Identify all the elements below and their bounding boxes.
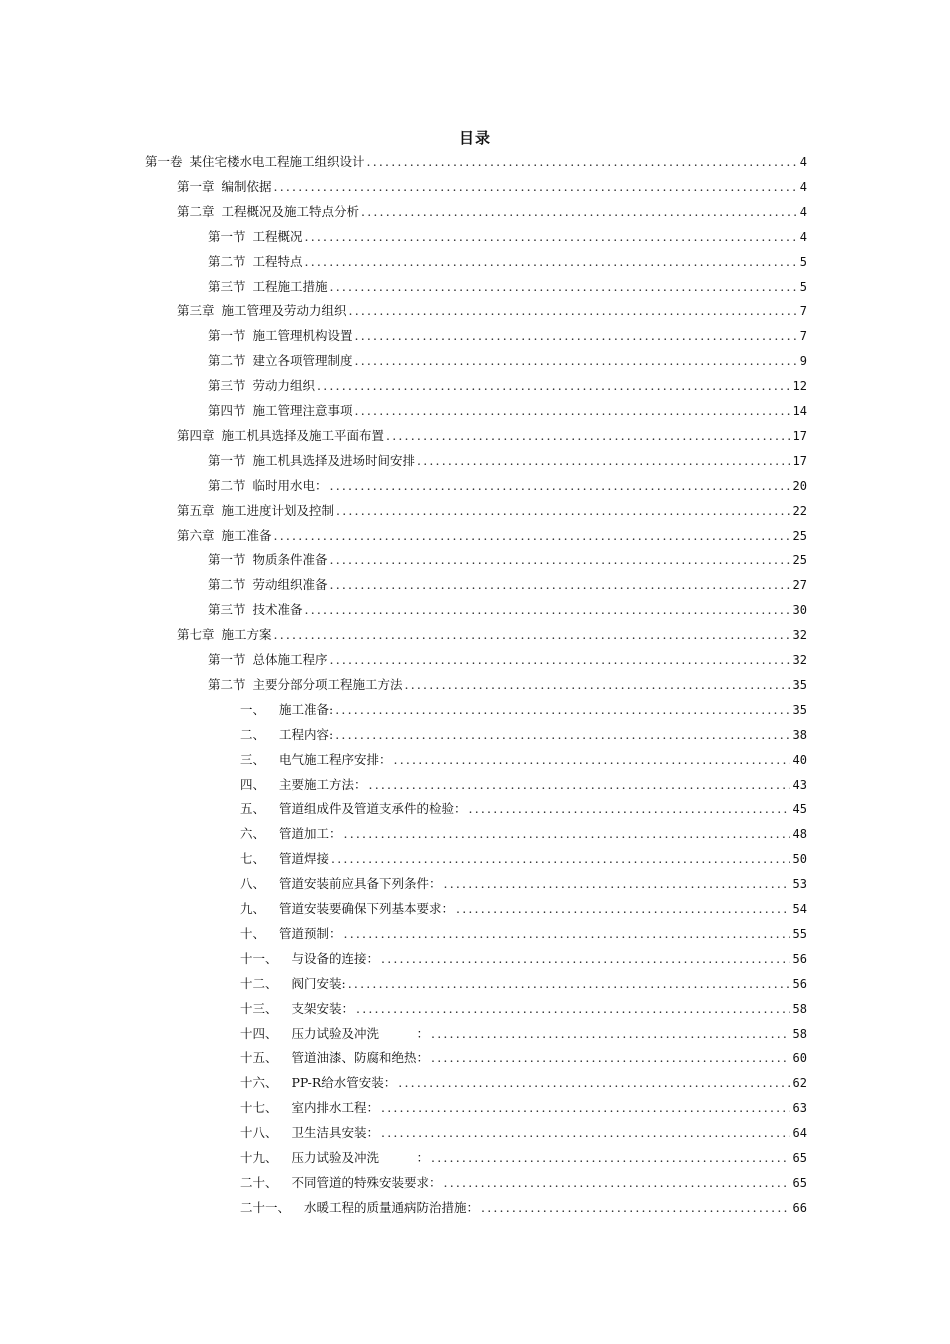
toc-entry[interactable] (240, 1197, 807, 1219)
toc-entry-number: 第一节 (208, 452, 246, 468)
toc-entry[interactable] (208, 450, 807, 472)
toc-dot-leader (398, 1072, 789, 1094)
toc-entry-title: 施工进度计划及控制 (221, 502, 335, 518)
toc-entry-number: 十三、 (240, 1000, 278, 1016)
toc-page-number: 32 (792, 628, 807, 643)
toc-entry-number: 九、 (240, 901, 266, 916)
toc-page-number: 35 (792, 677, 807, 692)
toc-entry-number: 十七、 (240, 1100, 278, 1116)
toc-entry-number: 七、 (240, 851, 266, 867)
toc-dot-leader (274, 525, 790, 547)
toc-page-number: 45 (792, 802, 807, 817)
toc-page-number: 14 (792, 404, 807, 418)
toc-entry-number: 十五、 (240, 1050, 278, 1066)
toc-dot-leader (349, 300, 797, 322)
toc-dot-leader (305, 599, 790, 621)
toc-entry-title: 施工管理及劳动力组织 (221, 303, 347, 319)
toc-entry-title: 压力试验及冲洗 ： (291, 1025, 430, 1041)
toc-entry[interactable] (208, 674, 807, 696)
toc-entry[interactable] (240, 873, 807, 895)
toc-page-number: 5 (799, 254, 807, 269)
toc-dot-leader (335, 724, 789, 746)
toc-entry-title: PP-R给水管安装： (291, 1075, 397, 1091)
toc-dot-leader (431, 1147, 790, 1169)
toc-page-number: 55 (792, 926, 807, 941)
toc-title: 目录 (458, 129, 491, 147)
toc-entry-title: 某住宅楼水电工程施工组织设计 (189, 154, 365, 169)
toc-entry-title: 施工管理注意事项 (252, 403, 353, 418)
toc-entry-number: 第二节 (208, 253, 246, 269)
toc-dot-leader (274, 176, 797, 198)
toc-dot-leader (469, 798, 790, 820)
toc-entry-number: 三、 (240, 751, 266, 767)
toc-entry-title: 临时用水电： (252, 477, 328, 493)
toc-entry-number: 二、 (240, 726, 266, 742)
toc-page-number: 60 (792, 1051, 807, 1066)
toc-entry-number: 第二节 (208, 353, 246, 369)
toc-entry-number: 十四、 (240, 1025, 278, 1041)
toc-entry-number: 五、 (240, 801, 266, 817)
toc-entry[interactable] (240, 1147, 807, 1169)
toc-entry-title: 工程概况及施工特点分析 (221, 203, 360, 219)
toc-entry[interactable] (240, 1047, 807, 1069)
toc-entry-title: 管道预制： (279, 925, 342, 941)
toc-dot-leader (355, 325, 797, 347)
toc-dot-leader (330, 574, 790, 596)
toc-entry[interactable] (208, 574, 807, 596)
toc-entry-number: 第四章 (177, 427, 215, 443)
toc-entry-title: 卫生洁具安装： (291, 1125, 380, 1141)
toc-dot-leader (361, 201, 797, 223)
toc-dot-leader (381, 1097, 790, 1119)
toc-entry-number: 第一卷 (145, 154, 183, 169)
toc-dot-leader (330, 475, 790, 497)
toc-entry[interactable] (240, 798, 807, 820)
toc-entry-title: 施工管理机构设置 (252, 328, 353, 344)
toc-entry-number: 第二章 (177, 203, 215, 219)
toc-page-number: 58 (792, 1001, 807, 1016)
toc-page-number: 4 (799, 179, 807, 194)
toc-dot-leader (381, 1122, 790, 1144)
toc-entry-number: 第一章 (177, 178, 215, 194)
toc-dot-leader (330, 649, 790, 671)
toc-entry[interactable] (240, 848, 807, 870)
toc-dot-leader (331, 848, 790, 870)
toc-page-number: 5 (799, 279, 807, 294)
toc-page-number: 58 (792, 1026, 807, 1041)
toc-dot-leader (344, 923, 790, 945)
toc-entry-title: 不同管道的特殊安装要求： (291, 1174, 442, 1190)
toc-entry[interactable] (208, 599, 807, 621)
toc-dot-leader (444, 873, 790, 895)
toc-entry[interactable] (240, 1097, 807, 1119)
toc-entry[interactable] (177, 176, 807, 198)
toc-entry-number: 十、 (240, 925, 266, 941)
toc-entry-title: 劳动组织准备 (252, 577, 328, 593)
toc-page-number: 65 (792, 1151, 807, 1165)
toc-entry-number: 八、 (240, 876, 266, 892)
toc-entry-title: 压力试验及冲洗 ： (291, 1150, 430, 1165)
toc-entry-number: 十六、 (240, 1075, 278, 1091)
toc-page-number: 4 (799, 229, 807, 244)
toc-entry-title: 电气施工程序安排： (279, 751, 392, 767)
toc-page-number: 40 (792, 752, 807, 767)
toc-dot-leader (369, 774, 790, 796)
toc-dot-leader (431, 1047, 790, 1069)
toc-entry[interactable] (177, 525, 807, 547)
toc-entry-title: 施工准备: (279, 701, 334, 717)
toc-entry-title: 工程内容: (279, 726, 334, 742)
toc-entry-title: 主要施工方法： (279, 776, 367, 792)
toc-entry-number: 第一节 (208, 328, 246, 344)
toc-entry[interactable] (240, 699, 807, 721)
toc-page-number: 48 (792, 827, 807, 842)
toc-entry-number: 第一节 (208, 552, 246, 568)
toc-entry-number: 第三章 (177, 303, 215, 319)
toc-entry-number: 第三节 (208, 602, 246, 618)
toc-dot-leader (456, 898, 790, 920)
toc-entry[interactable] (240, 948, 807, 970)
toc-dot-leader (405, 674, 790, 696)
toc-entry[interactable] (240, 1072, 807, 1094)
toc-entry-number: 十八、 (240, 1125, 278, 1141)
toc-entry[interactable] (145, 151, 807, 173)
toc-page-number: 64 (792, 1126, 807, 1141)
toc-page-number: 20 (792, 478, 807, 493)
toc-entry-title: 施工机具选择及施工平面布置 (221, 427, 385, 443)
toc-dot-leader (431, 1023, 790, 1045)
toc-entry-title: 主要分部分项工程施工方法 (252, 676, 403, 692)
toc-dot-leader (330, 276, 797, 298)
toc-entry-number: 第二节 (208, 477, 246, 493)
toc-entry[interactable] (208, 350, 807, 372)
toc-page-number: 17 (792, 428, 807, 443)
toc-entry-number: 十二、 (240, 975, 278, 991)
toc-page-number: 50 (792, 852, 807, 867)
toc-dot-leader (417, 450, 790, 472)
toc-page-number: 35 (792, 702, 807, 717)
toc-entry[interactable] (208, 549, 807, 571)
toc-entry-title: 建立各项管理制度 (252, 353, 353, 369)
toc-dot-leader (305, 226, 797, 248)
toc-page-number: 62 (792, 1076, 807, 1091)
toc-page-number: 25 (792, 553, 807, 568)
toc-page-number: 25 (792, 528, 807, 543)
toc-entry[interactable] (240, 749, 807, 771)
toc-entry[interactable] (208, 400, 807, 422)
toc-entry[interactable] (208, 375, 807, 397)
toc-dot-leader (381, 948, 790, 970)
toc-entry-title: 总体施工程序 (252, 652, 328, 667)
toc-entry[interactable] (177, 425, 807, 447)
toc-page-number: 7 (799, 304, 807, 319)
toc-entry[interactable] (208, 325, 807, 347)
toc-entry-title: 与设备的连接： (291, 950, 380, 966)
toc-entry[interactable] (208, 276, 807, 298)
toc-entry[interactable] (208, 649, 807, 671)
toc-dot-leader (305, 251, 797, 273)
toc-dot-leader (274, 624, 790, 646)
toc-entry[interactable] (177, 500, 807, 522)
toc-entry-title: 施工准备 (221, 527, 272, 543)
toc-entry-title: 水暖工程的质量通病防治措施： (304, 1199, 480, 1215)
toc-entry-number: 二十一、 (240, 1199, 291, 1215)
toc-entry-number: 十一、 (240, 950, 278, 966)
toc-dot-leader (330, 549, 790, 571)
toc-page-number: 32 (792, 653, 807, 667)
toc-dot-leader (317, 375, 790, 397)
toc-entry-title: 工程概况 (252, 228, 303, 244)
toc-entry-title: 编制依据 (221, 178, 272, 194)
toc-page-number: 30 (792, 603, 807, 618)
toc-page-number: 65 (792, 1175, 807, 1190)
toc-entry-number: 第三节 (208, 278, 246, 294)
toc-page-number: 56 (792, 951, 807, 966)
toc-entry-title: 管道油漆、防腐和绝热： (291, 1050, 430, 1066)
toc-entry-title: 管道加工： (279, 826, 342, 842)
toc-entry-number: 十九、 (240, 1150, 278, 1165)
toc-entry-title: 支架安装： (291, 1000, 355, 1016)
toc-entry[interactable] (240, 823, 807, 845)
toc-dot-leader (386, 425, 790, 447)
toc-entry[interactable] (240, 898, 807, 920)
toc-page-number: 12 (792, 379, 807, 394)
toc-page-number: 53 (792, 877, 807, 892)
toc-dot-leader (344, 823, 790, 845)
toc-dot-leader (335, 699, 789, 721)
toc-entry[interactable] (240, 1172, 807, 1194)
toc-entry-title: 技术准备 (252, 602, 303, 618)
toc-entry-number: 六、 (240, 826, 266, 842)
toc-dot-leader (356, 998, 790, 1020)
toc-page-number: 38 (792, 727, 807, 742)
toc-entry-number: 第五章 (177, 502, 215, 518)
toc-entry-title: 施工机具选择及进场时间安排 (252, 452, 416, 468)
toc-dot-leader (336, 500, 790, 522)
toc-entry-number: 第四节 (208, 403, 246, 418)
toc-entry-number: 第二节 (208, 577, 246, 593)
toc-entry[interactable] (240, 923, 807, 945)
toc-page-number: 27 (792, 578, 807, 593)
toc-entry-title: 室内排水工程： (291, 1100, 380, 1116)
toc-entry-title: 劳动力组织 (252, 378, 316, 394)
toc-entry-number: 第七章 (177, 627, 215, 643)
toc-entry[interactable] (177, 300, 807, 322)
toc-entry-number: 第六章 (177, 527, 215, 543)
toc-entry-title: 管道安装要确保下列基本要求： (279, 901, 455, 916)
toc-dot-leader (394, 749, 790, 771)
toc-page-number: 7 (799, 329, 807, 344)
toc-page-number: 43 (792, 777, 807, 792)
toc-dot-leader (355, 350, 797, 372)
toc-page-number: 54 (792, 902, 807, 916)
toc-entry[interactable] (240, 774, 807, 796)
toc-page-number: 4 (799, 155, 807, 169)
toc-dot-leader (444, 1172, 790, 1194)
toc-dot-leader (348, 973, 790, 995)
toc-entry[interactable] (208, 251, 807, 273)
toc-entry[interactable] (177, 624, 807, 646)
toc-entry-title: 物质条件准备 (252, 552, 328, 568)
toc-entry-title: 工程特点 (252, 253, 303, 269)
toc-entry[interactable] (240, 973, 807, 995)
toc-entry-number: 第一节 (208, 652, 246, 667)
toc-entry-title: 阀门安装: (291, 975, 346, 991)
toc-page-number: 66 (792, 1200, 807, 1215)
toc-entry-title: 工程施工措施 (252, 278, 328, 294)
toc-entry[interactable] (208, 475, 807, 497)
toc-entry-number: 第一节 (208, 228, 246, 244)
toc-page-number: 17 (792, 453, 807, 468)
toc-dot-leader (481, 1197, 790, 1219)
toc-entry[interactable] (240, 1122, 807, 1144)
toc-page-number: 9 (799, 354, 807, 369)
toc-entry[interactable] (240, 998, 807, 1020)
toc-entry-title: 管道焊接 (279, 851, 330, 867)
toc-dot-leader (355, 400, 790, 422)
toc-entry[interactable] (177, 201, 807, 223)
toc-entry-title: 施工方案 (221, 627, 272, 643)
toc-entry-title: 管道组成件及管道支承件的检验： (279, 801, 467, 817)
toc-entry-number: 四、 (240, 776, 266, 792)
toc-page-number: 4 (799, 204, 807, 219)
toc-dot-leader (367, 151, 797, 173)
toc-entry-number: 第二节 (208, 676, 246, 692)
toc-entry-number: 一、 (240, 701, 266, 717)
toc-page-number: 56 (792, 976, 807, 991)
toc-entry-number: 二十、 (240, 1174, 278, 1190)
toc-entry[interactable] (240, 1023, 807, 1045)
toc-entry[interactable] (240, 724, 807, 746)
toc-entry-number: 第三节 (208, 378, 246, 394)
toc-entry-title: 管道安装前应具备下列条件： (279, 876, 442, 892)
toc-page-number: 63 (792, 1101, 807, 1116)
toc-entry[interactable] (208, 226, 807, 248)
toc-page-number: 22 (792, 503, 807, 518)
